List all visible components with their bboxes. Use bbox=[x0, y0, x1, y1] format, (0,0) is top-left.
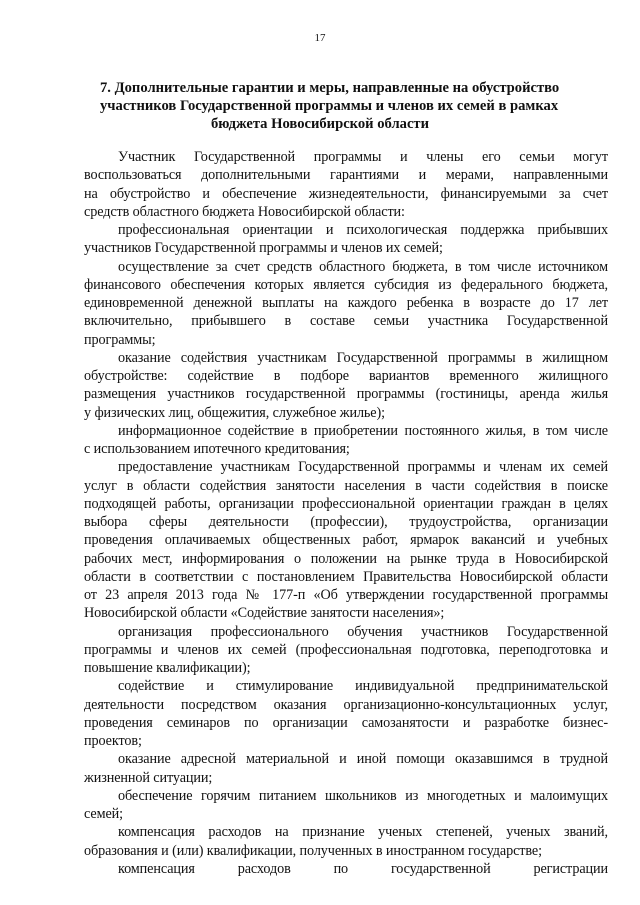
paragraph-line: у физических лиц, общежития, служебное жилье); bbox=[84, 404, 385, 421]
paragraph-line: с использованием ипотечного кредитования; bbox=[84, 441, 350, 457]
paragraph-line: размещения участников государственной программы (гостиницы, аренда жилья bbox=[84, 386, 608, 403]
paragraph-line: информационное содействие в приобретении постоянного жилья, в том числе bbox=[118, 422, 608, 439]
paragraph bbox=[84, 860, 608, 878]
paragraph-line: деятельности посредством оказания организационно-консультационных услуг, bbox=[84, 696, 608, 713]
paragraph-line: компенсация расходов на признание ученых степеней, ученых званий, bbox=[118, 824, 608, 841]
paragraph bbox=[84, 221, 608, 258]
page-number: 17 bbox=[314, 32, 326, 44]
paragraph-line: обеспечение горячим питанием школьников из многодетных и малоимущих bbox=[118, 787, 608, 804]
paragraph bbox=[84, 823, 608, 860]
paragraph bbox=[84, 677, 608, 750]
paragraph bbox=[84, 458, 608, 622]
paragraph-line: жизненной ситуации; bbox=[84, 769, 213, 786]
paragraph-line: финансового обеспечения которых является субсидия из федерального бюджета, bbox=[84, 276, 608, 293]
paragraph-line: области в соответствии с постановлением Правительства Новосибирской области bbox=[84, 568, 608, 585]
paragraph-line: семей; bbox=[84, 806, 123, 822]
paragraph-line: повышение квалификации); bbox=[84, 660, 251, 676]
paragraph-line: предоставление участникам Государственной программы и членам их семей bbox=[118, 459, 608, 476]
paragraph-line: обустройстве: содействие в подборе вариантов временного жилищного bbox=[84, 368, 608, 384]
paragraph-line: программы; bbox=[84, 331, 156, 348]
paragraph bbox=[84, 750, 608, 787]
section-title-line: 7. Дополнительные гарантии и меры, направленные на обустройство bbox=[100, 80, 560, 96]
paragraph bbox=[84, 422, 608, 459]
paragraph bbox=[84, 623, 608, 678]
paragraph bbox=[84, 258, 608, 349]
paragraph-line: проведения семинаров по организации самозанятости и разработке бизнес- bbox=[84, 714, 608, 731]
paragraph-line: от 23 апреля 2013 года № 177-п «Об утверждении государственной программы bbox=[84, 587, 608, 603]
paragraph-line: оказание адресной материальной и иной помощи оказавшимся в трудной bbox=[118, 751, 608, 768]
paragraph bbox=[84, 787, 608, 824]
paragraph-line: организация профессионального обучения участников Государственной bbox=[118, 623, 608, 640]
paragraph-line: подходящей работы, организации профессиональной ориентации граждан в целях bbox=[84, 495, 608, 512]
section-title-line: бюджета Новосибирской области bbox=[210, 116, 430, 132]
body-text bbox=[84, 148, 608, 878]
paragraph bbox=[84, 148, 608, 221]
paragraph-line: выбора сферы деятельности (профессии), трудоустройства, организации bbox=[84, 514, 608, 530]
paragraph-line: программы и членов их семей (профессиональная подготовка, переподготовка и bbox=[84, 641, 608, 658]
paragraph-line: Участник Государственной программы и члены его семьи могут bbox=[118, 149, 608, 165]
section-title bbox=[100, 79, 560, 133]
paragraph-line: содействие и стимулирование индивидуальной предпринимательской bbox=[118, 678, 608, 695]
paragraph bbox=[84, 349, 608, 422]
paragraph-line: образования и (или) квалификации, полученных в иностранном государстве; bbox=[84, 842, 542, 859]
paragraph-line: осуществление за счет средств областного бюджета, в том числе источником bbox=[118, 258, 608, 275]
paragraph-line: участников Государственной программы и членов их семей; bbox=[84, 240, 443, 257]
section-title-line: участников Государственной программы и членов их семей в рамках bbox=[100, 98, 559, 114]
paragraph-line: на обустройство и обеспечение жизнедеятельности, финансируемыми за счет bbox=[84, 185, 608, 202]
paragraph-line: профессиональная ориентации и психологическая поддержка прибывших bbox=[118, 222, 608, 238]
paragraph-line: единовременной денежной выплаты на каждого ребенка в возрасте до 17 лет bbox=[84, 295, 608, 311]
paragraph-line: проектов; bbox=[84, 733, 142, 749]
paragraph-line: средств областного бюджета Новосибирской области: bbox=[84, 203, 405, 220]
paragraph-line: включительно, прибывшего в составе семьи участника Государственной bbox=[84, 313, 608, 330]
paragraph-line: проведения оплачиваемых общественных работ, ярмарок вакансий и учебных bbox=[84, 532, 608, 549]
paragraph-line: воспользоваться дополнительными гарантиями и мерами, направленными bbox=[84, 167, 608, 184]
paragraph-line: оказание содействия участникам Государственной программы в жилищном bbox=[118, 349, 608, 366]
paragraph-line: Новосибирской области «Содействие занятости населения»; bbox=[84, 605, 445, 622]
paragraph-line: рабочих мест, информирования о положении на рынке труда в Новосибирской bbox=[84, 550, 608, 567]
paragraph-line: компенсация расходов по государственной регистрации bbox=[118, 860, 608, 877]
paragraph-line: услуг в области содействия занятости населения в части содействия в поиске bbox=[84, 477, 608, 494]
